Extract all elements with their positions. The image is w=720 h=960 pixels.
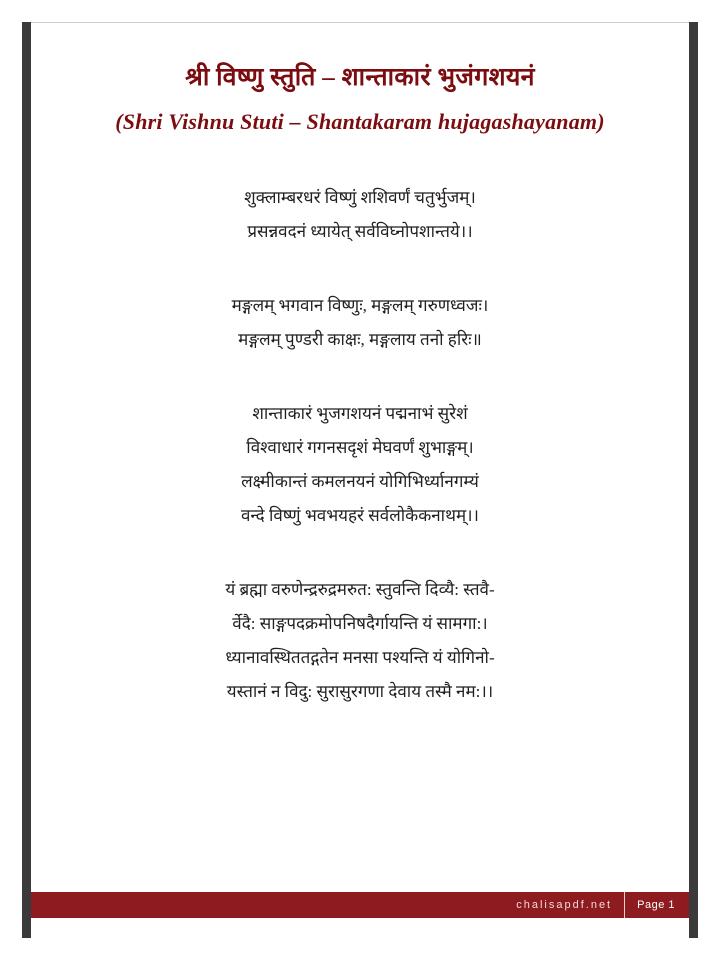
page-content [31,22,689,938]
verse-line: विश्वाधारं गगनसदृशं मेघवर्णं शुभाङ्गम्। [246,438,474,458]
page-bottom-margin [31,918,689,960]
verse-line: ध्यानावस्थिततद्गतेन मनसा पश्यन्ति यं योगिनो- [225,648,495,668]
stanza [57,289,663,357]
verses-container [57,181,663,709]
stanza [57,181,663,249]
page-left-edge [22,22,31,938]
stanza [57,397,663,533]
verse-line: शान्ताकारं भुजगशयनं पद्मनाभं सुरेशं [252,404,468,424]
page-subtitle: (Shri Vishnu Stuti – Shantakaram hujagashayanam) [115,109,605,135]
page-right-edge [689,22,698,938]
verse-line: प्रसन्नवदनं ध्यायेत् सर्वविघ्नोपशान्तये।। [247,222,473,242]
footer-page-number: Page 1 [637,899,675,911]
verse-line: यस्तानं न विदु: सुरासुरगणा देवाय तस्मै नम:।। [226,682,494,702]
verse-line: लक्ष्मीकान्तं कमलनयनं योगिभिर्ध्यानगम्यं [241,472,479,492]
page-title: श्री विष्णु स्तुति – शान्ताकारं भुजंगशयनं [185,64,535,91]
verse-line: मङ्गलम् पुण्डरी काक्षः, मङ्गलाय तनो हरिः॥ [238,330,482,350]
verse-line: मङ्गलम् भगवान विष्णुः, मङ्गलम् गरुणध्वजः। [231,296,489,316]
verse-line: यं ब्रह्मा वरुणेन्द्ररुद्रमरुत: स्तुवन्ति दिव्यै: स्तवै- [225,580,495,600]
footer-divider [624,892,625,918]
verse-line: शुक्लाम्बरधरं विष्णुं शशिवर्णं चतुर्भुजम्। [244,188,476,208]
verse-line: वन्दे विष्णुं भवभयहरं सर्वलोकैकनाथम्।। [240,506,480,526]
stanza [57,573,663,709]
verse-line: र्वेदै: साङ्गपदक्रमोपनिषदैर्गायन्ति यं सामगा:। [232,614,488,634]
footer-bar [31,892,689,918]
footer-site-label: chalisapdf.net [516,899,613,911]
